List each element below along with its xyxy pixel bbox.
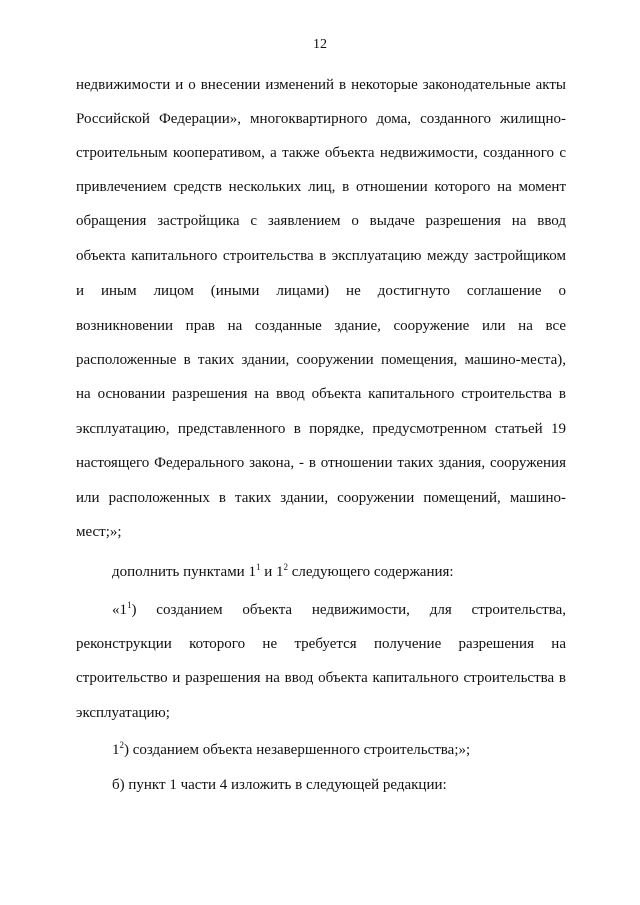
paragraph-last-line: мест;»; xyxy=(76,524,122,540)
paragraph-line: настоящего Федерального закона, - в отношении таких здания, сооружения xyxy=(76,455,566,471)
item-b: б) пункт 1 части 4 изложить в следующей редакции: xyxy=(112,777,447,793)
amendment-intro: дополнить пунктами $1^1$ и $1^2$ следующего содержания: xyxy=(112,562,454,580)
paragraph-line: недвижимости и о внесении изменений в некоторые законодательные акты xyxy=(76,77,566,93)
paragraph-line: расположенные в таких здании, сооружении помещения, машино-места), xyxy=(76,352,566,368)
page-number: 12 xyxy=(313,37,327,52)
paragraph-line: объекта капитального строительства в эксплуатацию между застройщиком xyxy=(76,248,566,264)
paragraph-line: на основании разрешения на ввод объекта капитального строительства в xyxy=(76,386,566,402)
item-1-2: $1^2$) созданием объекта незавершенного строительства;»; xyxy=(112,740,471,758)
paragraph-line: или расположенных в таких здании, сооружении помещений, машино- xyxy=(76,490,566,506)
item-1-1-line: реконструкции которого не требуется получение разрешения на xyxy=(76,636,566,652)
paragraph-line: и иным лицом (иными лицами) не достигнуто соглашение о xyxy=(76,283,566,299)
paragraph-line: возникновении прав на созданные здание, сооружение или на все xyxy=(76,318,566,334)
paragraph-line: строительным кооперативом, а также объекта недвижимости, созданного с xyxy=(76,145,566,161)
paragraph-line: привлечением средств нескольких лиц, в отношении которого на момент xyxy=(76,179,566,195)
paragraph-line: обращения застройщика с заявлением о выдаче разрешения на ввод xyxy=(76,213,566,229)
item-1-1-first-line: «$1^1$) созданием объекта недвижимости, для строительства, xyxy=(112,600,566,618)
paragraph-line: эксплуатацию, представленного в порядке, предусмотренном статьей 19 xyxy=(76,421,566,437)
item-1-1-last-line: эксплуатацию; xyxy=(76,705,170,721)
paragraph-line: Российской Федерации», многоквартирного дома, созданного жилищно- xyxy=(76,111,566,127)
item-1-1-line: строительство и разрешения на ввод объекта капитального строительства в xyxy=(76,670,566,686)
